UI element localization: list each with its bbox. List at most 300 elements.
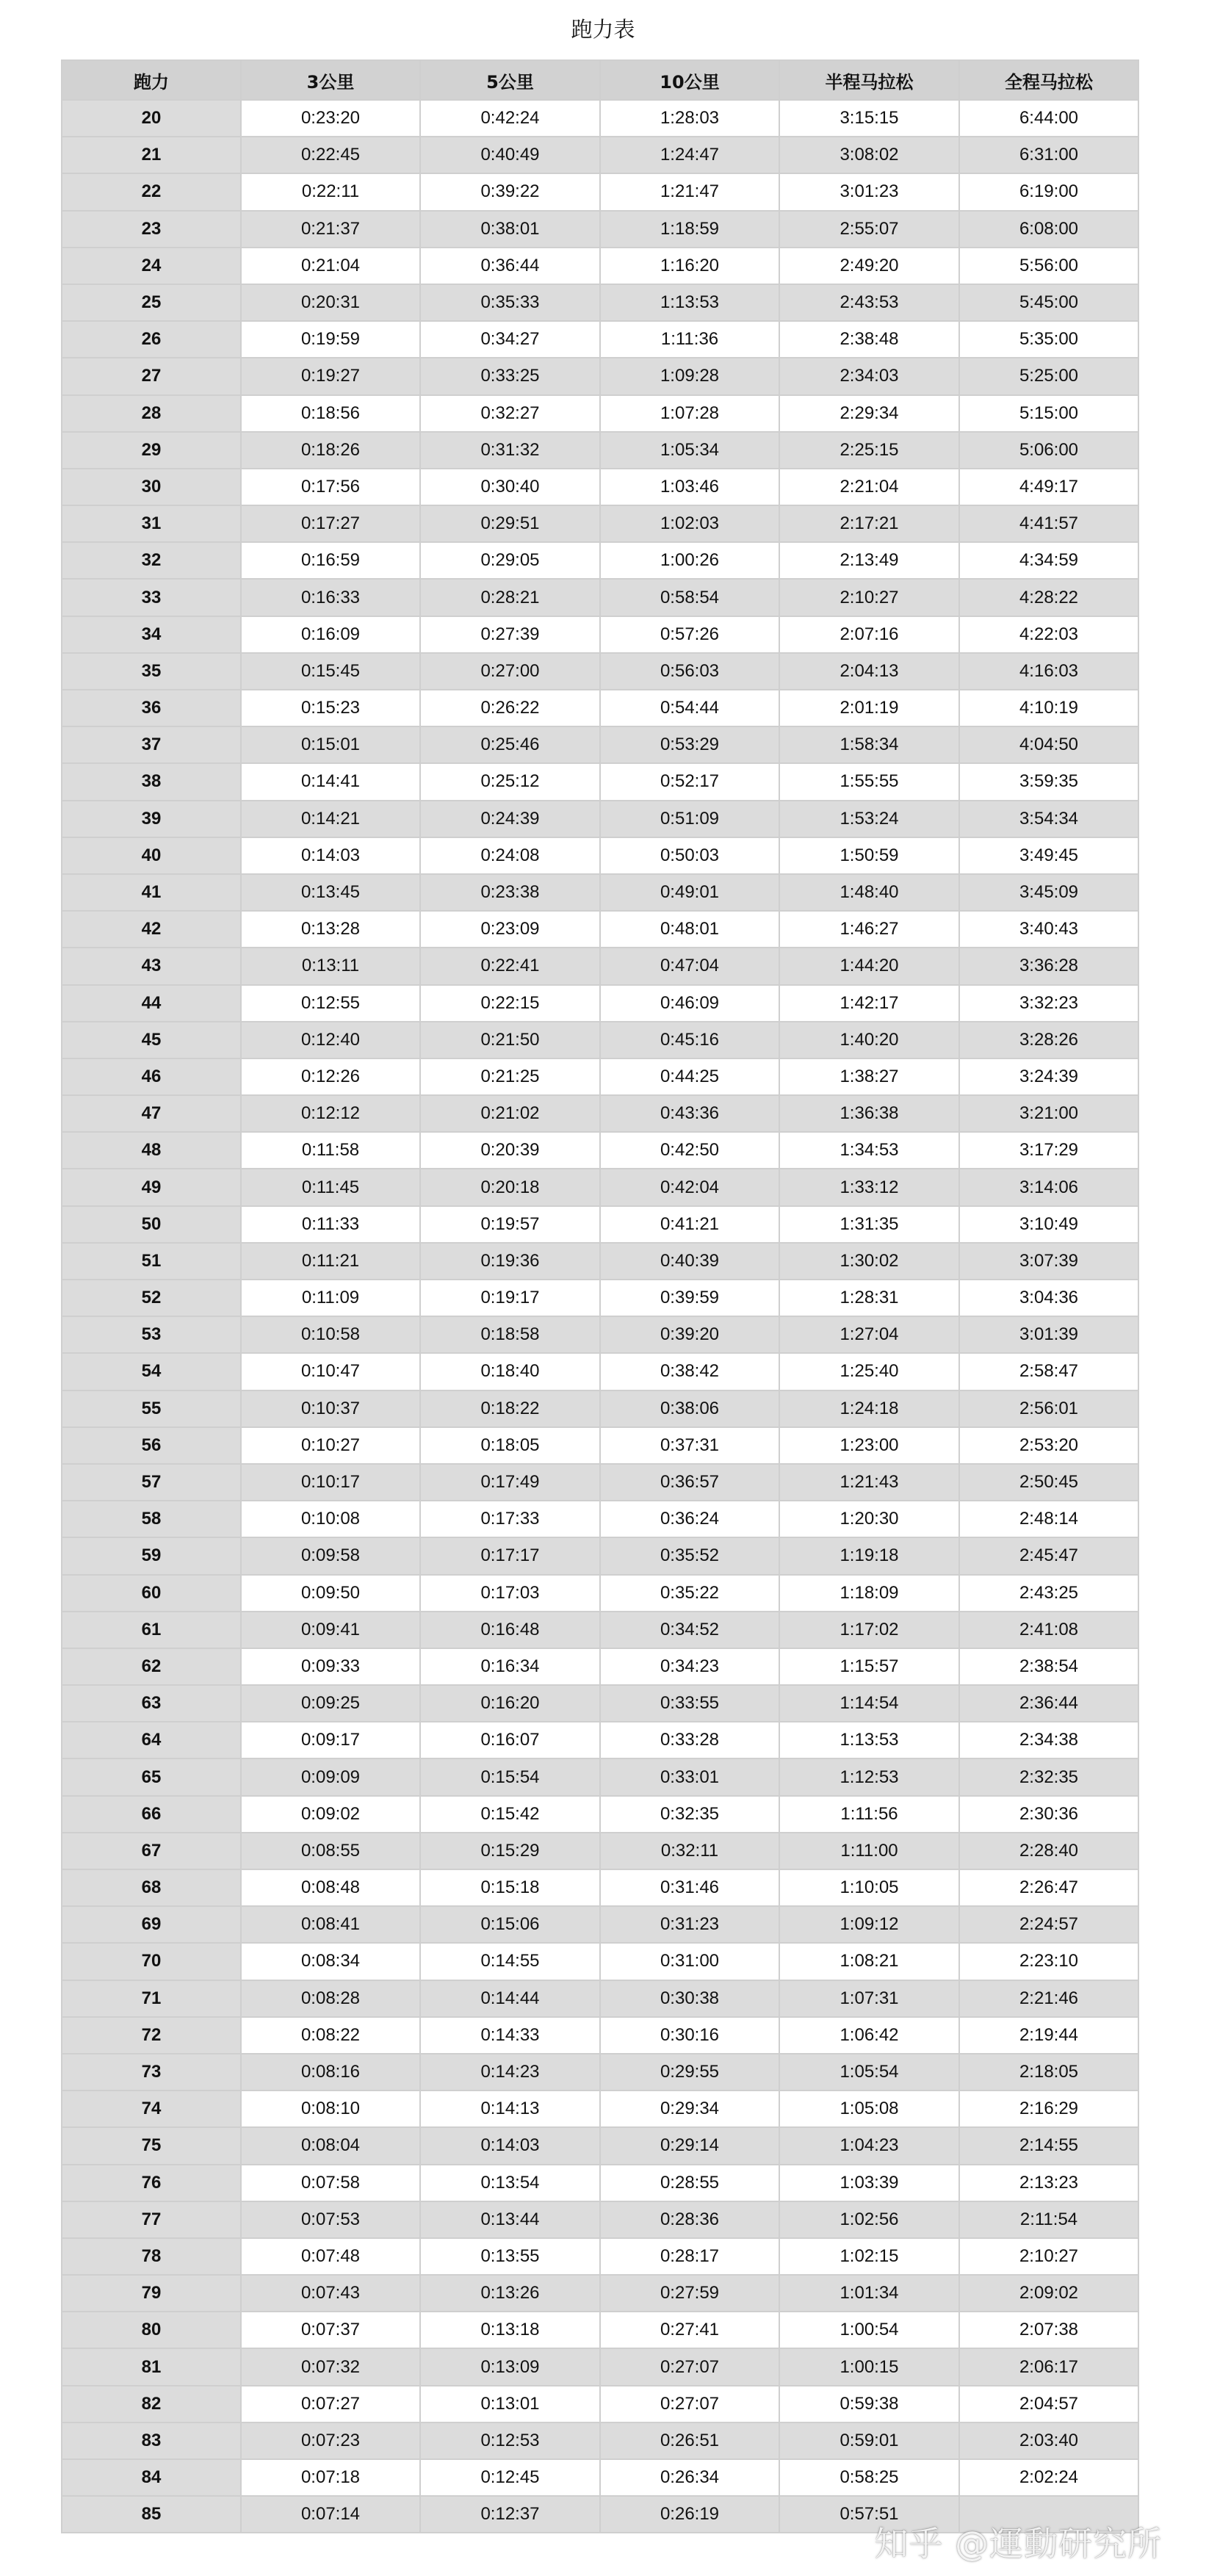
time-cell: 4:10:19 [959, 690, 1138, 726]
time-cell: 0:59:01 [779, 2422, 959, 2459]
time-cell: 0:08:41 [241, 1906, 420, 1943]
time-cell: 0:23:20 [241, 100, 420, 137]
vdot-cell: 38 [62, 763, 241, 800]
time-cell: 0:13:28 [241, 911, 420, 948]
time-cell: 0:33:25 [420, 358, 600, 394]
time-cell: 0:33:28 [600, 1722, 779, 1758]
time-cell: 2:03:40 [959, 2422, 1138, 2459]
time-cell: 1:42:17 [779, 985, 959, 1022]
time-cell: 2:21:04 [779, 469, 959, 505]
time-cell: 3:49:45 [959, 837, 1138, 874]
time-cell: 0:19:59 [241, 321, 420, 358]
time-cell: 0:22:45 [241, 137, 420, 173]
time-cell: 0:18:22 [420, 1390, 600, 1427]
time-cell: 0:32:27 [420, 395, 600, 432]
time-cell: 0:19:57 [420, 1206, 600, 1243]
time-cell: 0:07:37 [241, 2312, 420, 2348]
time-cell: 1:17:02 [779, 1612, 959, 1648]
time-cell: 3:32:23 [959, 985, 1138, 1022]
time-cell: 0:16:48 [420, 1612, 600, 1648]
table-row [62, 1169, 1138, 1205]
vdot-cell: 26 [62, 321, 241, 358]
vdot-cell: 81 [62, 2348, 241, 2385]
time-cell: 2:02:24 [959, 2459, 1138, 2496]
time-cell: 0:09:02 [241, 1796, 420, 1833]
table-row [62, 911, 1138, 948]
time-cell: 0:16:34 [420, 1648, 600, 1685]
time-cell: 2:21:46 [959, 1980, 1138, 2017]
table-row [62, 2054, 1138, 2090]
time-cell: 0:14:55 [420, 1943, 600, 1980]
time-cell: 0:42:24 [420, 100, 600, 137]
time-cell: 0:12:53 [420, 2422, 600, 2459]
time-cell: 3:28:26 [959, 1022, 1138, 1058]
time-cell: 0:38:06 [600, 1390, 779, 1427]
time-cell: 0:08:34 [241, 1943, 420, 1980]
time-cell: 0:09:58 [241, 1537, 420, 1574]
vdot-cell: 40 [62, 837, 241, 874]
table-row [62, 1980, 1138, 2017]
time-cell: 1:16:20 [600, 248, 779, 284]
time-cell: 0:33:55 [600, 1685, 779, 1722]
time-cell: 0:54:44 [600, 690, 779, 726]
time-cell: 3:14:06 [959, 1169, 1138, 1205]
time-cell: 0:26:51 [600, 2422, 779, 2459]
time-cell: 3:01:23 [779, 173, 959, 210]
time-cell: 2:16:29 [959, 2090, 1138, 2127]
time-cell: 0:29:51 [420, 505, 600, 542]
time-cell: 0:47:04 [600, 948, 779, 984]
time-cell: 6:19:00 [959, 173, 1138, 210]
time-cell: 0:11:58 [241, 1132, 420, 1169]
time-cell: 0:43:36 [600, 1095, 779, 1132]
time-cell: 0:27:39 [420, 616, 600, 653]
time-cell: 0:12:45 [420, 2459, 600, 2496]
header-cell-half-marathon: 半程马拉松 [779, 60, 959, 100]
time-cell: 0:15:06 [420, 1906, 600, 1943]
time-cell: 0:11:45 [241, 1169, 420, 1205]
time-cell: 0:26:19 [600, 2496, 779, 2533]
time-cell: 1:23:00 [779, 1427, 959, 1464]
vdot-cell: 65 [62, 1758, 241, 1795]
time-cell: 0:26:34 [600, 2459, 779, 2496]
table-row [62, 616, 1138, 653]
vdot-cell: 35 [62, 653, 241, 690]
table-row [62, 2386, 1138, 2422]
time-cell: 0:12:37 [420, 2496, 600, 2533]
table-row [62, 1869, 1138, 1906]
table-row [62, 1022, 1138, 1058]
time-cell: 0:18:58 [420, 1316, 600, 1353]
vdot-cell: 42 [62, 911, 241, 948]
vdot-cell: 20 [62, 100, 241, 137]
time-cell: 0:31:23 [600, 1906, 779, 1943]
time-cell: 0:13:11 [241, 948, 420, 984]
time-cell: 0:09:33 [241, 1648, 420, 1685]
time-cell: 0:14:33 [420, 2017, 600, 2054]
time-cell: 2:10:27 [959, 2238, 1138, 2275]
vdot-cell: 73 [62, 2054, 241, 2090]
table-row [62, 2422, 1138, 2459]
time-cell: 0:50:03 [600, 837, 779, 874]
time-cell: 0:26:22 [420, 690, 600, 726]
table-row [62, 1058, 1138, 1095]
time-cell: 0:12:55 [241, 985, 420, 1022]
vdot-cell: 45 [62, 1022, 241, 1058]
vdot-cell: 55 [62, 1390, 241, 1427]
time-cell: 0:08:04 [241, 2127, 420, 2164]
vdot-cell: 60 [62, 1575, 241, 1612]
time-cell: 0:35:33 [420, 284, 600, 321]
time-cell: 0:19:27 [241, 358, 420, 394]
vdot-cell: 44 [62, 985, 241, 1022]
time-cell: 5:06:00 [959, 432, 1138, 469]
time-cell: 0:59:38 [779, 2386, 959, 2422]
time-cell: 0:28:17 [600, 2238, 779, 2275]
time-cell: 1:02:15 [779, 2238, 959, 2275]
table-row [62, 469, 1138, 505]
time-cell: 0:13:09 [420, 2348, 600, 2385]
time-cell: 0:28:55 [600, 2165, 779, 2201]
time-cell: 6:44:00 [959, 100, 1138, 137]
time-cell: 0:09:41 [241, 1612, 420, 1648]
time-cell: 4:49:17 [959, 469, 1138, 505]
time-cell: 2:58:47 [959, 1353, 1138, 1390]
time-cell: 1:36:38 [779, 1095, 959, 1132]
vdot-cell: 49 [62, 1169, 241, 1205]
time-cell: 0:20:31 [241, 284, 420, 321]
time-cell: 1:00:54 [779, 2312, 959, 2348]
time-cell: 2:32:35 [959, 1758, 1138, 1795]
vdot-cell: 56 [62, 1427, 241, 1464]
header-cell-10k: 10公里 [600, 60, 779, 100]
table-row [62, 1095, 1138, 1132]
time-cell: 2:38:54 [959, 1648, 1138, 1685]
time-cell: 0:48:01 [600, 911, 779, 948]
time-cell: 0:19:36 [420, 1243, 600, 1280]
time-cell: 0:18:05 [420, 1427, 600, 1464]
time-cell: 0:35:52 [600, 1537, 779, 1574]
vdot-cell: 53 [62, 1316, 241, 1353]
time-cell: 0:22:15 [420, 985, 600, 1022]
time-cell: 2:45:47 [959, 1537, 1138, 1574]
time-cell: 2:29:34 [779, 395, 959, 432]
table-row [62, 173, 1138, 210]
time-cell: 0:11:33 [241, 1206, 420, 1243]
table-row [62, 1427, 1138, 1464]
vdot-cell: 58 [62, 1501, 241, 1537]
time-cell: 0:20:18 [420, 1169, 600, 1205]
time-cell: 2:56:01 [959, 1390, 1138, 1427]
time-cell: 0:23:09 [420, 911, 600, 948]
vdot-cell: 41 [62, 874, 241, 911]
time-cell: 4:22:03 [959, 616, 1138, 653]
time-cell: 0:31:00 [600, 1943, 779, 1980]
time-cell: 1:24:47 [600, 137, 779, 173]
time-cell: 2:19:44 [959, 2017, 1138, 2054]
time-cell: 0:08:28 [241, 1980, 420, 2017]
time-cell: 6:31:00 [959, 137, 1138, 173]
table-row [62, 1537, 1138, 1574]
time-cell: 0:17:33 [420, 1501, 600, 1537]
vdot-cell: 85 [62, 2496, 241, 2533]
time-cell: 0:15:18 [420, 1869, 600, 1906]
time-cell: 2:04:13 [779, 653, 959, 690]
vdot-cell: 69 [62, 1906, 241, 1943]
time-cell: 1:13:53 [600, 284, 779, 321]
vdot-cell: 72 [62, 2017, 241, 2054]
time-cell: 2:49:20 [779, 248, 959, 284]
vdot-cell: 22 [62, 173, 241, 210]
time-cell: 1:38:27 [779, 1058, 959, 1095]
time-cell: 2:09:02 [959, 2275, 1138, 2312]
time-cell: 0:38:01 [420, 211, 600, 248]
time-cell: 0:09:25 [241, 1685, 420, 1722]
vdot-cell: 79 [62, 2275, 241, 2312]
time-cell: 0:17:27 [241, 505, 420, 542]
time-cell: 3:10:49 [959, 1206, 1138, 1243]
time-cell: 3:36:28 [959, 948, 1138, 984]
time-cell: 5:35:00 [959, 321, 1138, 358]
vdot-cell: 50 [62, 1206, 241, 1243]
pace-table [61, 59, 1139, 2533]
time-cell: 2:14:55 [959, 2127, 1138, 2164]
time-cell: 0:46:09 [600, 985, 779, 1022]
vdot-cell: 25 [62, 284, 241, 321]
time-cell: 2:04:57 [959, 2386, 1138, 2422]
time-cell: 1:18:59 [600, 211, 779, 248]
time-cell: 1:09:12 [779, 1906, 959, 1943]
vdot-cell: 84 [62, 2459, 241, 2496]
time-cell: 0:25:46 [420, 726, 600, 763]
time-cell: 2:26:47 [959, 1869, 1138, 1906]
time-cell: 0:08:10 [241, 2090, 420, 2127]
time-cell: 0:20:39 [420, 1132, 600, 1169]
time-cell: 2:07:16 [779, 616, 959, 653]
time-cell: 1:30:02 [779, 1243, 959, 1280]
vdot-cell: 77 [62, 2201, 241, 2238]
time-cell: 0:58:25 [779, 2459, 959, 2496]
table-row [62, 284, 1138, 321]
time-cell: 1:15:57 [779, 1648, 959, 1685]
time-cell: 1:34:53 [779, 1132, 959, 1169]
time-cell: 3:54:34 [959, 801, 1138, 837]
time-cell: 5:25:00 [959, 358, 1138, 394]
time-cell: 0:18:40 [420, 1353, 600, 1390]
table-row [62, 395, 1138, 432]
header-cell-marathon: 全程马拉松 [959, 60, 1138, 100]
time-cell: 2:36:44 [959, 1685, 1138, 1722]
time-cell: 2:25:15 [779, 432, 959, 469]
time-cell: 2:11:54 [959, 2201, 1138, 2238]
time-cell: 1:11:56 [779, 1796, 959, 1833]
table-row [62, 1648, 1138, 1685]
vdot-cell: 32 [62, 542, 241, 579]
table-row [62, 726, 1138, 763]
time-cell: 1:21:43 [779, 1464, 959, 1501]
time-cell: 0:28:36 [600, 2201, 779, 2238]
table-row [62, 505, 1138, 542]
time-cell: 1:02:56 [779, 2201, 959, 2238]
time-cell: 1:04:23 [779, 2127, 959, 2164]
time-cell: 0:15:42 [420, 1796, 600, 1833]
time-cell: 2:55:07 [779, 211, 959, 248]
table-row [62, 1243, 1138, 1280]
time-cell: 2:34:03 [779, 358, 959, 394]
time-cell: 0:18:56 [241, 395, 420, 432]
time-cell: 2:13:49 [779, 542, 959, 579]
time-cell: 3:17:29 [959, 1132, 1138, 1169]
time-cell: 2:13:23 [959, 2165, 1138, 2201]
time-cell: 3:24:39 [959, 1058, 1138, 1095]
time-cell: 0:39:22 [420, 173, 600, 210]
table-row [62, 1796, 1138, 1833]
table-row [62, 1943, 1138, 1980]
time-cell: 0:13:01 [420, 2386, 600, 2422]
time-cell: 1:27:04 [779, 1316, 959, 1353]
vdot-cell: 30 [62, 469, 241, 505]
watermark: 知乎 @運動研究所 [874, 2524, 1162, 2564]
time-cell: 0:30:38 [600, 1980, 779, 2017]
time-cell: 1:05:08 [779, 2090, 959, 2127]
vdot-cell: 76 [62, 2165, 241, 2201]
table-row [62, 211, 1138, 248]
time-cell: 1:03:39 [779, 2165, 959, 2201]
vdot-cell: 62 [62, 1648, 241, 1685]
time-cell: 0:16:07 [420, 1722, 600, 1758]
time-cell: 1:28:03 [600, 100, 779, 137]
time-cell: 1:14:54 [779, 1685, 959, 1722]
time-cell: 2:01:19 [779, 690, 959, 726]
vdot-cell: 34 [62, 616, 241, 653]
time-cell: 0:08:48 [241, 1869, 420, 1906]
time-cell: 0:14:13 [420, 2090, 600, 2127]
time-cell: 1:10:05 [779, 1869, 959, 1906]
time-cell: 0:36:44 [420, 248, 600, 284]
time-cell: 0:16:33 [241, 579, 420, 616]
vdot-cell: 27 [62, 358, 241, 394]
time-cell: 0:21:02 [420, 1095, 600, 1132]
time-cell: 1:07:31 [779, 1980, 959, 2017]
time-cell: 0:16:09 [241, 616, 420, 653]
time-cell: 0:15:29 [420, 1833, 600, 1869]
table-row [62, 542, 1138, 579]
time-cell: 2:53:20 [959, 1427, 1138, 1464]
vdot-cell: 70 [62, 1943, 241, 1980]
table-row [62, 2165, 1138, 2201]
time-cell: 0:24:39 [420, 801, 600, 837]
table-row [62, 1132, 1138, 1169]
table-row [62, 1575, 1138, 1612]
time-cell: 0:08:55 [241, 1833, 420, 1869]
time-cell: 5:15:00 [959, 395, 1138, 432]
time-cell: 1:18:09 [779, 1575, 959, 1612]
header-row [62, 60, 1138, 100]
table-row [62, 2201, 1138, 2238]
time-cell: 2:07:38 [959, 2312, 1138, 2348]
time-cell: 0:12:26 [241, 1058, 420, 1095]
time-cell: 0:16:20 [420, 1685, 600, 1722]
time-cell: 0:29:05 [420, 542, 600, 579]
time-cell: 0:17:17 [420, 1537, 600, 1574]
header-cell-5k: 5公里 [420, 60, 600, 100]
table-row [62, 2127, 1138, 2164]
time-cell: 4:16:03 [959, 653, 1138, 690]
time-cell: 2:38:48 [779, 321, 959, 358]
vdot-cell: 71 [62, 1980, 241, 2017]
time-cell: 4:34:59 [959, 542, 1138, 579]
table-row [62, 874, 1138, 911]
vdot-cell: 78 [62, 2238, 241, 2275]
time-cell: 0:08:16 [241, 2054, 420, 2090]
table-row [62, 2459, 1138, 2496]
time-cell: 0:18:26 [241, 432, 420, 469]
time-cell: 3:08:02 [779, 137, 959, 173]
table-row [62, 653, 1138, 690]
time-cell: 0:34:27 [420, 321, 600, 358]
time-cell: 0:56:03 [600, 653, 779, 690]
vdot-cell: 51 [62, 1243, 241, 1280]
vdot-cell: 67 [62, 1833, 241, 1869]
time-cell: 3:59:35 [959, 763, 1138, 800]
time-cell: 0:11:09 [241, 1280, 420, 1316]
time-cell: 0:15:45 [241, 653, 420, 690]
table-row [62, 2238, 1138, 2275]
time-cell: 3:04:36 [959, 1280, 1138, 1316]
table-row [62, 137, 1138, 173]
vdot-cell: 33 [62, 579, 241, 616]
time-cell: 0:38:42 [600, 1353, 779, 1390]
time-cell: 1:11:00 [779, 1833, 959, 1869]
table-row [62, 1464, 1138, 1501]
vdot-cell: 75 [62, 2127, 241, 2164]
time-cell: 0:13:18 [420, 2312, 600, 2348]
time-cell: 0:17:49 [420, 1464, 600, 1501]
vdot-cell: 64 [62, 1722, 241, 1758]
time-cell: 1:19:18 [779, 1537, 959, 1574]
time-cell: 0:11:21 [241, 1243, 420, 1280]
time-cell: 0:34:23 [600, 1648, 779, 1685]
time-cell: 0:33:01 [600, 1758, 779, 1795]
time-cell: 0:17:56 [241, 469, 420, 505]
time-cell: 0:07:53 [241, 2201, 420, 2238]
time-cell: 0:10:27 [241, 1427, 420, 1464]
time-cell: 2:10:27 [779, 579, 959, 616]
time-cell: 0:15:01 [241, 726, 420, 763]
vdot-cell: 57 [62, 1464, 241, 1501]
table-row [62, 2017, 1138, 2054]
table-row [62, 2090, 1138, 2127]
time-cell: 0:13:45 [241, 874, 420, 911]
time-cell: 0:29:55 [600, 2054, 779, 2090]
time-cell: 0:15:23 [241, 690, 420, 726]
time-cell: 0:07:32 [241, 2348, 420, 2385]
time-cell: 1:48:40 [779, 874, 959, 911]
time-cell: 1:03:46 [600, 469, 779, 505]
time-cell: 4:41:57 [959, 505, 1138, 542]
table-row [62, 1833, 1138, 1869]
time-cell: 0:32:35 [600, 1796, 779, 1833]
time-cell: 0:53:29 [600, 726, 779, 763]
table-row [62, 358, 1138, 394]
time-cell: 0:32:11 [600, 1833, 779, 1869]
vdot-cell: 39 [62, 801, 241, 837]
table-row [62, 1722, 1138, 1758]
time-cell: 1:46:27 [779, 911, 959, 948]
time-cell: 0:23:38 [420, 874, 600, 911]
table-row [62, 801, 1138, 837]
header-cell-3k: 3公里 [241, 60, 420, 100]
